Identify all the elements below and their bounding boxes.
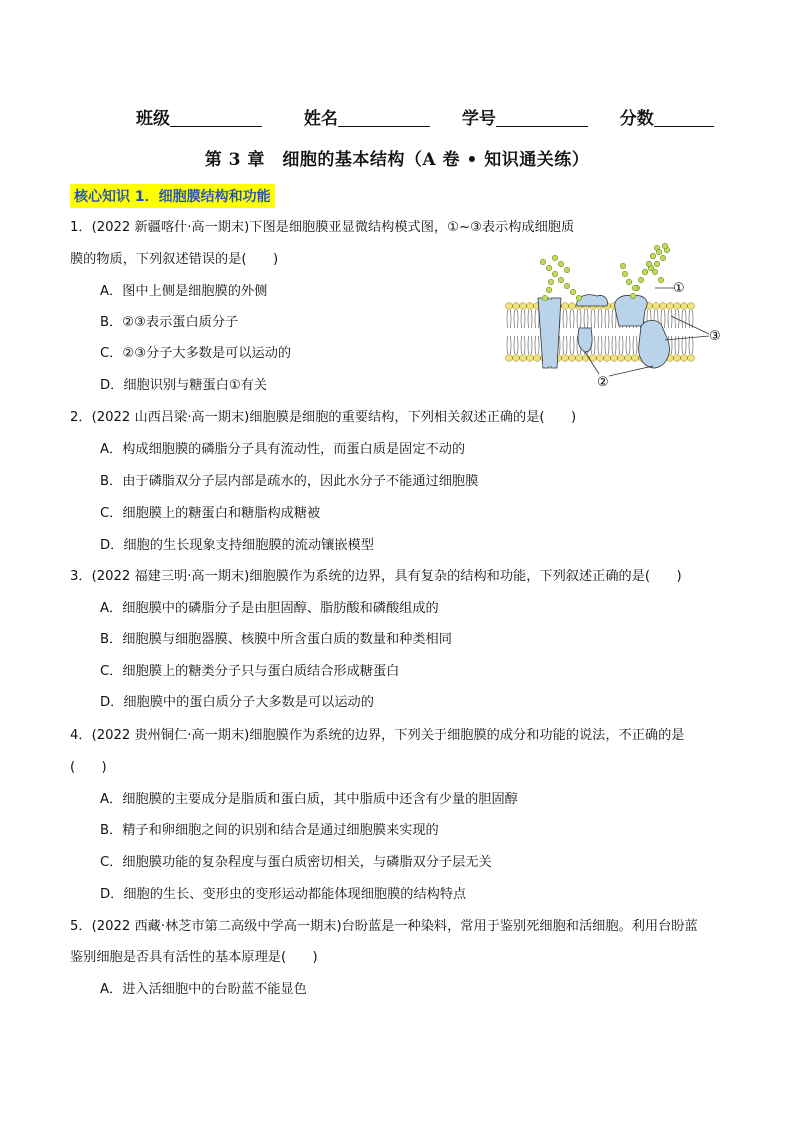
question-1-option-c: C．②③分子大多数是可以运动的	[100, 346, 292, 361]
question-2-line-1: 2．(2022 山西吕梁·高一期末)细胞膜是细胞的重要结构，下列相关叙述正确的是( )	[70, 410, 577, 425]
question-1-line-1: 1．(2022 新疆喀什·高一期末)下图是细胞膜亚显微结构模式图，①~③表示构成细胞质	[70, 220, 575, 235]
protein-2	[578, 328, 592, 352]
figure-label-2	[597, 375, 609, 388]
question-4-line-1: 4．(2022 贵州铜仁·高一期末)细胞膜作为系统的边界，下列关于细胞膜的成分和功能的说法，不正确的是	[70, 728, 685, 743]
section-heading: 核心知识 1．细胞膜结构和功能	[70, 184, 275, 208]
question-2-option-d: D．细胞的生长现象支持细胞膜的流动镶嵌模型	[100, 538, 374, 553]
question-3-option-d: D．细胞膜中的蛋白质分子大多数是可以运动的	[100, 695, 374, 710]
question-2-option-c: C．细胞膜上的糖蛋白和糖脂构成糖被	[100, 506, 321, 521]
figure-label-1	[673, 281, 685, 296]
glycoprotein-right	[615, 296, 647, 327]
name-field[interactable]: 姓名	[304, 104, 430, 129]
question-1-option-d: D．细胞识别与糖蛋白①有关	[100, 378, 268, 393]
question-3-line-1: 3．(2022 福建三明·高一期末)细胞膜作为系统的边界，具有复杂的结构和功能，下列叙述正确的是( )	[70, 569, 682, 584]
class-field[interactable]: 班级	[136, 104, 262, 129]
question-3-option-c: C．细胞膜上的糖类分子只与蛋白质结合形成糖蛋白	[100, 664, 400, 679]
question-1-line-2: 膜的物质，下列叙述错误的是( )	[70, 252, 279, 267]
page-title: 第 3 章 细胞的基本结构（A 卷 • 知识通关练）	[204, 150, 590, 170]
question-5-option-a: A．进入活细胞中的台盼蓝不能显色	[100, 982, 307, 997]
question-2-option-b: B．由于磷脂双分子层内部是疏水的，因此水分子不能通过细胞膜	[100, 474, 479, 489]
question-4-option-d: D．细胞的生长、变形虫的变形运动都能体现细胞膜的结构特点	[100, 887, 467, 902]
glycocalyx-sugar-chains	[540, 243, 670, 301]
question-1-option-a: A．图中上侧是细胞膜的外侧	[100, 284, 268, 299]
question-4-line-2: ( )	[70, 760, 107, 775]
question-4-option-c: C．细胞膜功能的复杂程度与蛋白质密切相关，与磷脂双分子层无关	[100, 855, 492, 870]
question-3-option-a: A．细胞膜中的磷脂分子是由胆固醇、脂肪酸和磷酸组成的	[100, 601, 439, 616]
svg-text:②: ②	[597, 375, 609, 388]
figure-label-3	[709, 329, 721, 344]
question-1-option-b: B．②③表示蛋白质分子	[100, 315, 239, 330]
student-info-line	[136, 104, 736, 129]
question-4-option-a: A．细胞膜的主要成分是脂质和蛋白质，其中脂质中还含有少量的胆固醇	[100, 792, 518, 807]
question-5-line-1: 5．(2022 西藏·林芝市第二高级中学高一期末)台盼蓝是一种染料，常用于鉴别死细胞和活细胞。利用台盼蓝	[70, 919, 698, 934]
student-id-field[interactable]: 学号	[462, 104, 588, 129]
svg-text:①: ①	[673, 281, 685, 296]
cell-membrane-diagram	[505, 228, 730, 388]
svg-text:③: ③	[709, 329, 721, 344]
question-5-line-2: 鉴别细胞是否具有活性的基本原理是( )	[70, 950, 318, 965]
question-4-option-b: B．精子和卵细胞之间的识别和结合是通过细胞膜来实现的	[100, 823, 439, 838]
question-2-option-a: A．构成细胞膜的磷脂分子具有流动性，而蛋白质是固定不动的	[100, 442, 466, 457]
question-3-option-b: B．细胞膜与细胞器膜、核膜中所含蛋白质的数量和种类相同	[100, 632, 452, 647]
score-field[interactable]: 分数	[620, 104, 714, 129]
